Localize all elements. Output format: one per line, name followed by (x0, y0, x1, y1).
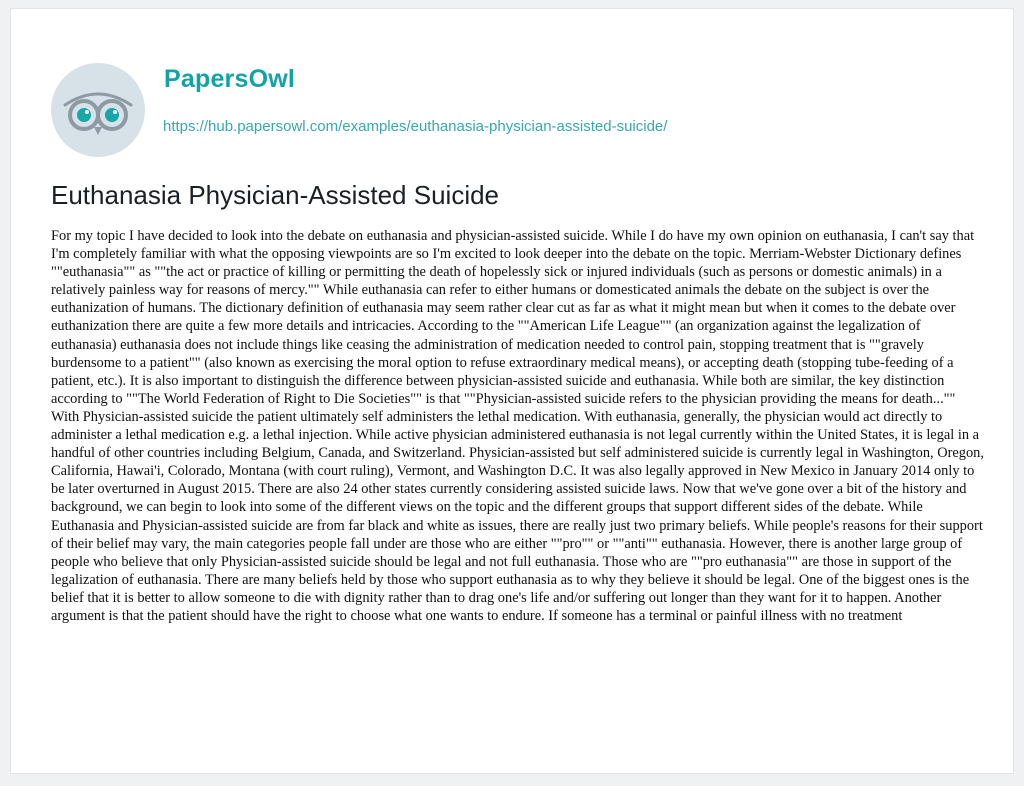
brand-header (51, 51, 771, 151)
article-title: Euthanasia Physician-Assisted Suicide (51, 180, 500, 210)
owl-eyes-logo-icon (51, 63, 145, 157)
owl-eyes-logo-graphic (51, 63, 145, 157)
document-page (10, 8, 1014, 774)
source-url-link[interactable]: https://hub.papersowl.com/examples/euthanasia-physician-assisted-suicide/ (163, 118, 668, 135)
article-body: For my topic I have decided to look into the debate on euthanasia and physician-assisted suicide. While I do have my own opinion on euthanasia, I can't say that I'm completely familiar with what the opposing viewpoints are so I'm excited to look deeper into the debate on the topic. Merriam-Webster Dictionary defines ""euthanasia"" as ""the act or practice of killing or permitting the death of hopelessly sick or injured individuals (such as persons or domestic animals) in a relatively painless way for reasons of mercy."" While euthanasia can refer to either humans or domesticated animals the debate on the subject is over the euthanization of humans. The dictionary definition of euthanasia may seem rather clear cut as far as what it might mean but when it comes to the debate over euthanization there are quite a few more details and intricacies. According to the ""American Life League"" (an organization against the legalization of euthanasia) euthanasia does not include things like ceasing the administration of medication needed to control pain, stopping treatment that is ""gravely burdensome to a patient"" (also known as exercising the moral option to refuse extraordinary medical means), or accepting death (stopping tube-feeding of a patient, etc.). It is also important to distinguish the difference between physician-assisted suicide and euthanasia. While both are similar, the key distinction according to ""The World Federation of Right to Die Societies"" is that ""Physician-assisted suicide refers to the physician providing the means for death..."" With Physician-assisted suicide the patient ultimately self administers the lethal medication. With euthanasia, generally, the physician would act directly to administer a lethal medication e.g. a lethal injection. While active physician administered euthanasia is not legal currently within the United States, it is legal in a handful of other countries including Belgium, Canada, and Switzerland. Physician-assisted but self administered suicide is currently legal in Washington, Oregon, California, Hawai'i, Colorado, Montana (with court ruling), Vermont, and Washington D.C. It was also legally approved in New Mexico in January 2014 only to be later overturned in August 2015. There are also 24 other states currently considering assisted suicide laws. Now that we've gone over a bit of the history and background, we can begin to look into some of the different views on the topic and the different groups that support different sides of the debate. While Euthanasia and Physician-assisted suicide are from far black and white as issues, there are really just two primary beliefs. While people's reasons for their support of their belief may vary, the main categories people fall under are those who are either ""pro"" or ""anti"" euthanasia. However, there is another large group of people who believe that only Physician-assisted suicide should be legal and not full euthanasia. Those who are ""pro euthanasia"" are those in support of the legalization of euthanasia. There are many beliefs held by those who support euthanasia as to why they believe it should be legal. One of the biggest ones is the belief that it is better to allow someone to die with dignity rather than to drag one's life and/or suffering out longer than they want for it to happen. Another argument is that the patient should have the right to choose what one wants to endure. If someone has a terminal or painful illness with no treatment (51, 228, 984, 624)
brand-name: PapersOwl (164, 65, 296, 93)
